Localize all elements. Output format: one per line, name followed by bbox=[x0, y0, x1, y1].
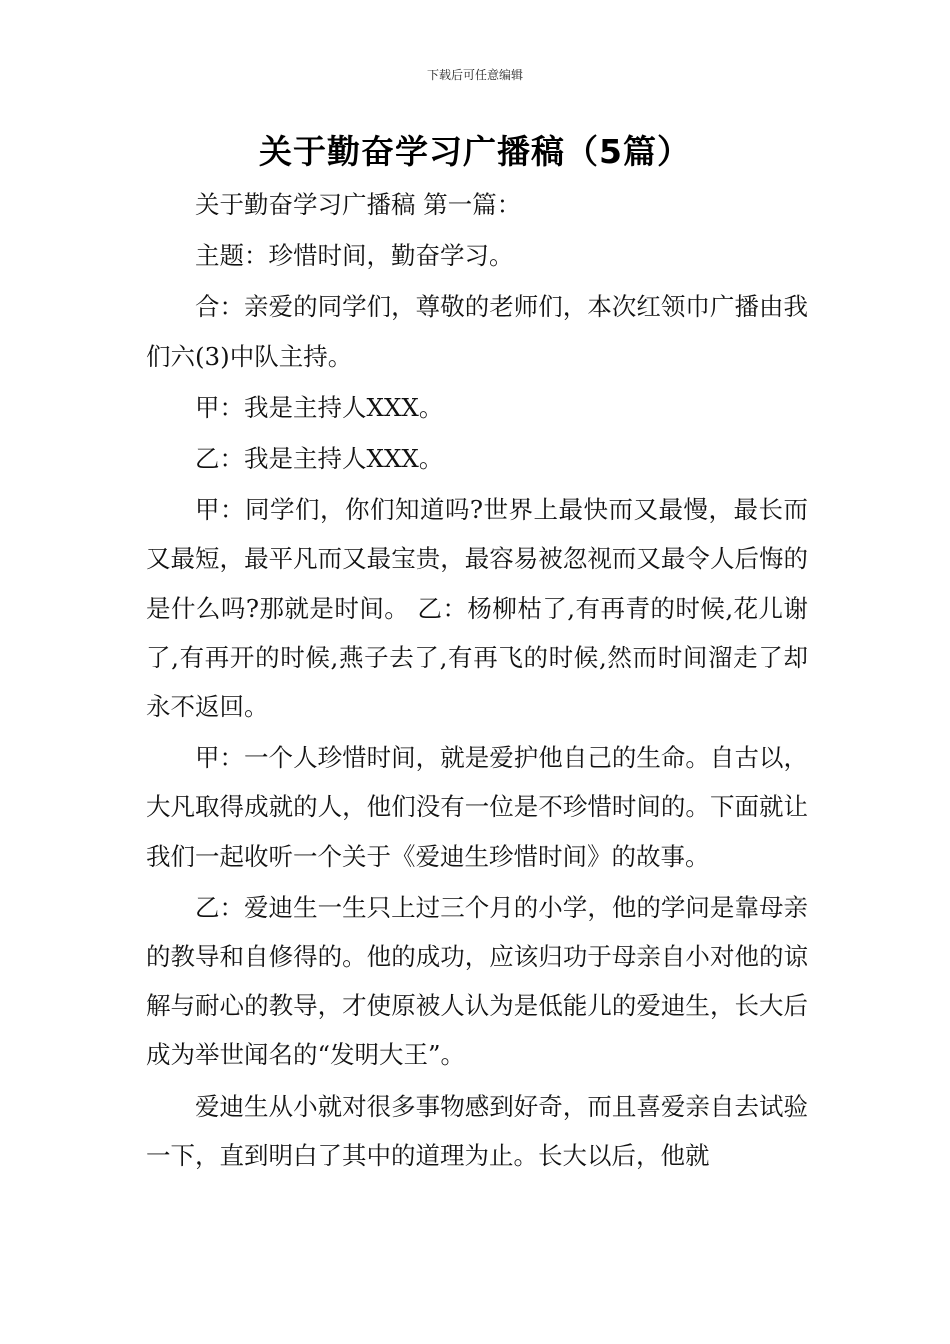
paragraph-edison-curiosity: 爱迪生从小就对很多事物感到好奇，而且喜爱亲自去试验一下，直到明白了其中的道理为止。长大以后，他就 bbox=[146, 1091, 808, 1170]
header-note: 下载后可任意编辑 bbox=[426, 68, 523, 82]
paragraph-host-b: 乙：我是主持人XXX。 bbox=[195, 444, 444, 474]
document-body bbox=[146, 180, 808, 1180]
paragraph-time-intro: 甲：同学们，你们知道吗?世界上最快而又最慢，最长而又最短，最平凡而又最宝贵，最容易被忽视而又最令人后悔的是什么吗?那就是时间。 乙：杨柳枯了,有再青的时候,花儿谢了,有再开的时候,燕子去了,有再飞的时候,然而时间溜走了却永不返回。 bbox=[146, 495, 808, 722]
paragraph-edison-story: 乙：爱迪生一生只上过三个月的小学，他的学问是靠母亲的教导和自修得的。他的成功，应该归功于母亲自小对他的谅解与耐心的教导，才使原被人认为是低能儿的爱迪生，长大后成为举世闻名的“发明大王”。 bbox=[146, 892, 808, 1070]
paragraph-theme: 主题：珍惜时间，勤奋学习。 bbox=[195, 241, 514, 271]
paragraph-opening: 合：亲爱的同学们，尊敬的老师们，本次红领巾广播由我们六(3)中队主持。 bbox=[146, 292, 808, 371]
paragraph-host-a: 甲：我是主持人XXX。 bbox=[195, 392, 444, 422]
document-title: 关于勤奋学习广播稿（5篇） bbox=[259, 132, 691, 171]
paragraph-subtitle: 关于勤奋学习广播稿 第一篇： bbox=[195, 190, 522, 219]
paragraph-cherish-time: 甲：一个人珍惜时间，就是爱护他自己的生命。自古以，大凡取得成就的人，他们没有一位是不珍惜时间的。下面就让我们一起收听一个关于《爱迪生珍惜时间》的故事。 bbox=[146, 743, 808, 871]
